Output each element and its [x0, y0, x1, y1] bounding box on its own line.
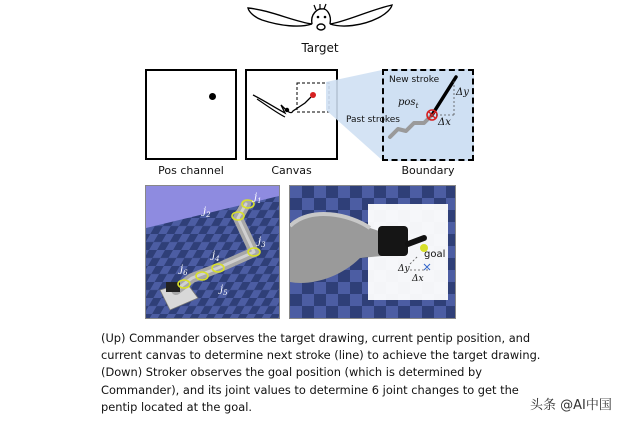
pos-t-label: pos$_t$: [398, 97, 419, 110]
pos-channel-label: Pos channel: [158, 164, 224, 177]
caption-line: (Down) Stroker observes the goal position (which is determined by: [101, 365, 483, 380]
pentip-position-dot: [209, 93, 216, 100]
delta-y-label: Δy: [456, 87, 469, 98]
right-delta-x-label: Δx: [412, 274, 424, 284]
bird-beak: [317, 24, 325, 30]
new-stroke-label: New stroke: [389, 75, 440, 85]
joint-label-j2: $j_2$: [203, 206, 211, 219]
bird-eye-right: [324, 16, 327, 19]
watermark: 头条 @AI中国: [530, 398, 612, 413]
joint-label-j6: $j_6$: [180, 264, 188, 277]
gripper: [378, 226, 408, 256]
boundary-panel: [346, 69, 474, 161]
joint-label-j4: $j_4$: [212, 250, 220, 263]
robot-pen-closeup: [289, 185, 456, 319]
target-label: Target: [301, 41, 339, 55]
bird-head-dot: [285, 108, 289, 112]
canvas-panel: [245, 69, 338, 160]
boundary-label: Boundary: [401, 164, 455, 177]
caption-line: Commander), and its joint values to determine 6 joint changes to get the: [101, 382, 519, 397]
caption-line: (Up) Commander observes the target drawing, current pentip position, and: [101, 331, 531, 345]
bird-right-wing: [330, 5, 392, 26]
joint-label-j1: $j_1$: [254, 192, 262, 205]
canvas-bird-sketch: [253, 95, 311, 113]
caption-line: pentip located at the goal.: [101, 399, 252, 414]
figure-caption: [101, 330, 571, 416]
robot-arm-render: [145, 185, 280, 319]
past-strokes-label: Past strokes: [346, 115, 400, 125]
bird-head: [312, 9, 331, 24]
joint-label-j3: $j_3$: [258, 236, 266, 249]
goal-label: goal: [424, 249, 446, 260]
canvas-pentip-marker: [310, 92, 316, 98]
right-delta-y-label: Δy: [398, 264, 410, 274]
delta-x-label: Δx: [438, 117, 451, 128]
pos-channel-panel: [145, 69, 237, 160]
bird-eye-left: [317, 16, 320, 19]
joint-label-j5: $j_5$: [220, 284, 228, 297]
canvas-label: Canvas: [271, 164, 312, 177]
target-drawing: [240, 0, 400, 40]
caption-line: current canvas to determine next stroke (line) to achieve the target drawing.: [101, 348, 541, 363]
bird-left-wing: [248, 8, 312, 26]
